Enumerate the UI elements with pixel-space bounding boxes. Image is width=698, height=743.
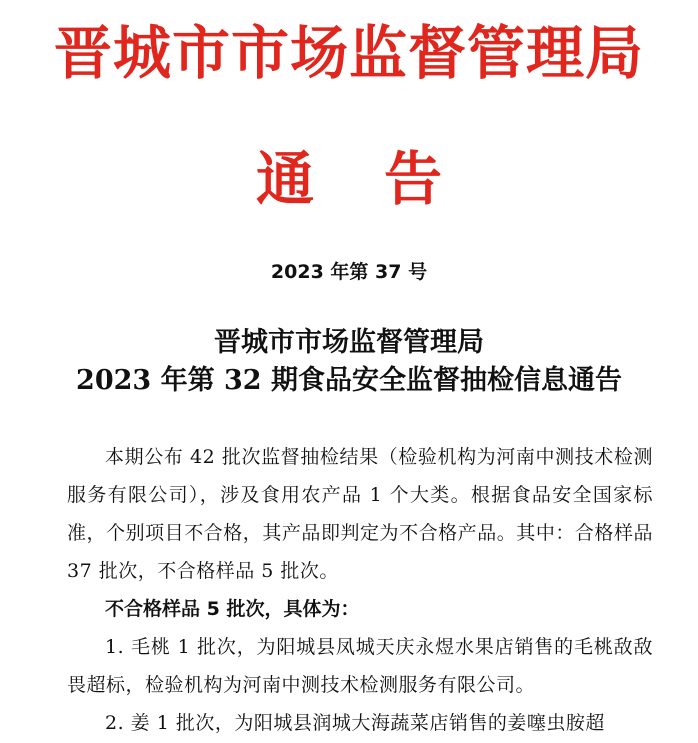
intro-paragraph: 本期公布 42 批次监督抽检结果（检验机构为河南中测技术检测服务有限公司），涉及食用农产品 1 个大类。根据食品安全国家标准，个别项目不合格，其产品即判定为不合格产品。其中：合格样品 37 批次，不合格样品 5 批次。 — [67, 446, 653, 582]
nonconforming-item: 1. 毛桃 1 批次，为阳城县凤城天庆永煜水果店销售的毛桃敌敌畏超标，检验机构为河南中测技术检测服务有限公司。 — [67, 636, 653, 696]
issuing-organization-header: 晋城市市场监督管理局 — [53, 19, 644, 87]
notice-title-line-2: 2023 年第 32 期食品安全监督抽检信息通告 — [76, 365, 622, 396]
document-type-header: 通告 — [255, 145, 512, 213]
nonconforming-subheading: 不合格样品 5 批次，具体为： — [105, 598, 360, 620]
notice-title-line-1: 晋城市市场监督管理局 — [214, 327, 484, 358]
document-number: 2023 年第 37 号 — [270, 261, 428, 283]
nonconforming-item: 2. 姜 1 批次，为阳城县润城大海蔬菜店销售的姜噻虫胺超 — [105, 712, 605, 734]
